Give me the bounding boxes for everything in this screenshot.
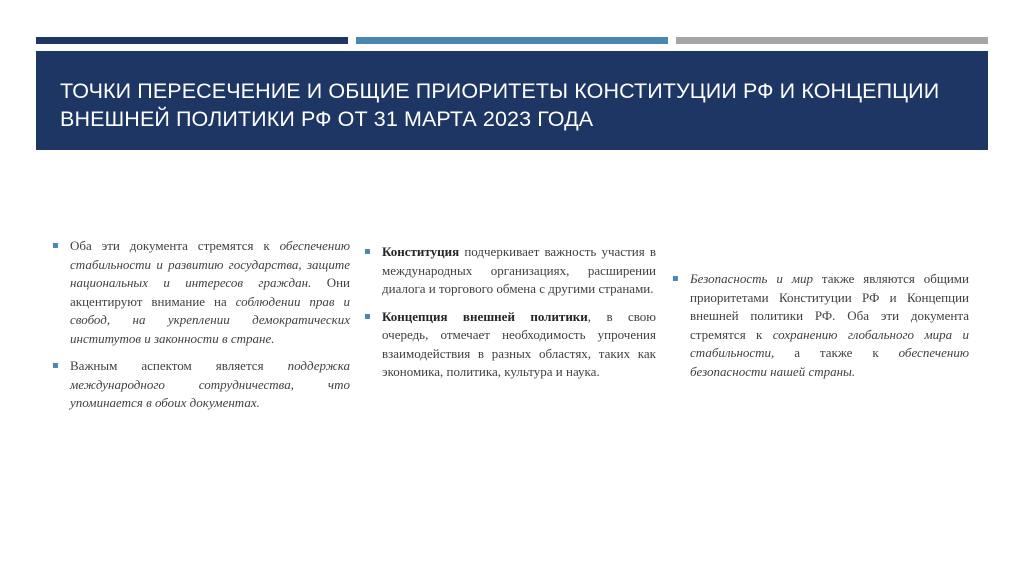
accent-bar-light xyxy=(676,37,988,44)
bullet-icon: ▪ xyxy=(52,360,59,371)
accent-bar-dark xyxy=(36,37,348,44)
italic-span: поддержка международного сотрудничества, что упоминается в обоих документах. xyxy=(70,358,350,410)
left-paragraph-2 xyxy=(52,357,350,413)
italic-span: Безопасность и мир xyxy=(690,271,814,286)
italic-span: сохранению глобального мира и стабильности, xyxy=(690,326,969,360)
text-span: подчеркивает важность участия в международных организациях, расширении диалога и торгового обмена с другими странами. xyxy=(382,244,656,296)
text-span: Они акцентируют внимание на xyxy=(70,275,350,309)
bullet-icon: ▪ xyxy=(672,273,679,284)
bold-span: Конституция xyxy=(382,244,460,259)
italic-span: соблюдении прав и свобод, на укреплении демократических институтов и законности в стране. xyxy=(70,293,350,346)
text-span: Важным аспектом является xyxy=(70,358,288,373)
middle-column xyxy=(364,243,656,391)
italic-span: обеспечению безопасности нашей страны. xyxy=(690,345,969,379)
left-column xyxy=(52,237,350,422)
middle-paragraph-1 xyxy=(364,243,656,299)
text-span: , в свою очередь, отмечает необходимость упрочения взаимодействия в разных областях, таких как экономика, политика, культура и наука. xyxy=(382,308,657,379)
accent-bar-mid xyxy=(356,37,668,44)
text-span: Оба эти документа стремятся к xyxy=(70,238,280,253)
bullet-icon: ▪ xyxy=(364,310,371,322)
bullet-icon: ▪ xyxy=(364,246,371,257)
slide-title: ТОЧКИ ПЕРЕСЕЧЕНИЕ И ОБЩИЕ ПРИОРИТЕТЫ КОНСТИТУЦИИ РФ И КОНЦЕПЦИИ ВНЕШНЕЙ ПОЛИТИКИ РФ ОТ 31 МАРТА 2023 ГОДА xyxy=(60,79,940,131)
left-paragraph-1 xyxy=(52,237,350,348)
bold-span: Концепция внешней политики xyxy=(382,308,588,324)
italic-span: обеспечению стабильности и развитию государства, защите национальных и интересов граждан. xyxy=(70,238,350,290)
text-span: а также к xyxy=(774,345,899,360)
bullet-icon: ▪ xyxy=(52,240,59,251)
right-paragraph-1 xyxy=(672,270,969,381)
text-span: также являются общими приоритетами Конституции РФ и Концепции внешней политики РФ. Оба эти документа стремятся к xyxy=(690,271,969,342)
right-column xyxy=(672,270,969,390)
title-banner xyxy=(36,51,988,150)
middle-paragraph-2 xyxy=(364,308,656,382)
